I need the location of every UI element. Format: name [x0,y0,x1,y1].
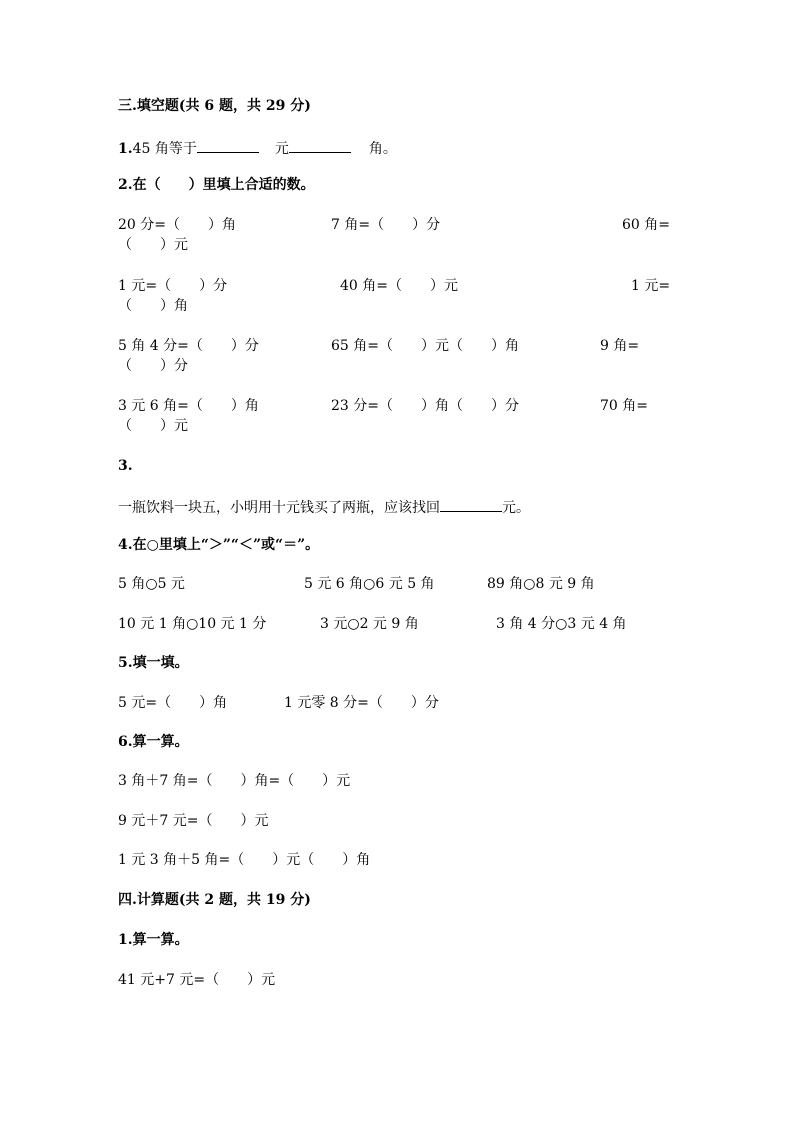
q2-r2-c1: 1 元= [631,278,671,294]
q2-r4-c2: （ ）元 [118,418,188,434]
q4-r1-c: 89 角○8 元 9 角 [487,576,595,592]
q2-r4-b: 23 分=（ ）角（ ）分 [331,398,519,414]
q2-r2-c2: （ ）角 [118,298,188,314]
s4-q1-title: 1.算一算。 [118,932,189,948]
q4-title: 4.在○里填上“＞”“＜”或“＝”。 [118,537,320,553]
q2-r2-a: 1 元=（ ）分 [118,278,228,294]
q3-unit: 元。 [502,500,530,516]
q2-r2-b: 40 角=（ ）元 [340,278,458,294]
q1-blank-yuan[interactable] [197,138,259,153]
q1-text-b: 元 [274,141,289,157]
q4-r1-a: 5 角○5 元 [118,576,185,592]
q2-r3-a: 5 角 4 分=（ ）分 [118,338,259,354]
q3-text: 一瓶饮料一块五，小明用十元钱买了两瓶，应该找回 [118,500,440,516]
q2-r1-b: 7 角=（ ）分 [331,217,441,233]
q2-r3-c2: （ ）分 [118,358,188,374]
q6-line2: 9 元＋7 元=（ ）元 [118,813,269,829]
q3-number: 3. [118,458,133,474]
section3-title: 三.填空题(共 6 题，共 29 分) [118,98,311,114]
q4-r1-b: 5 元 6 角○6 元 5 角 [304,576,435,592]
q1-line [118,138,397,158]
q5-a: 5 元=（ ）角 [118,695,228,711]
q1-text-a: 45 角等于 [132,141,197,157]
q2-r3-c1: 9 角= [600,338,640,354]
q4-r2-a: 10 元 1 角○10 元 1 分 [118,616,267,632]
q4-r2-b: 3 元○2 元 9 角 [320,616,419,632]
q4-r2-c: 3 角 4 分○3 元 4 角 [496,616,627,632]
q2-r1-a: 20 分=（ ）角 [118,217,236,233]
q5-title: 5.填一填。 [118,655,189,671]
section4-title: 四.计算题(共 2 题，共 19 分) [118,892,311,908]
q2-r1-c1: 60 角= [622,217,670,233]
q6-line1: 3 角＋7 角=（ ）角=（ ）元 [118,773,351,789]
q2-r4-a: 3 元 6 角=（ ）角 [118,398,259,414]
q3-blank[interactable] [440,497,502,512]
q2-r3-b: 65 角=（ ）元（ ）角 [331,338,519,354]
q3-line [118,497,530,517]
q1-number: 1. [118,141,133,157]
s4-q1-line1: 41 元+7 元=（ ）元 [118,972,276,988]
q6-title: 6.算一算。 [118,734,189,750]
q5-b: 1 元零 8 分=（ ）分 [284,695,439,711]
q6-line3: 1 元 3 角＋5 角=（ ）元（ ）角 [118,852,371,868]
q2-r1-c2: （ ）元 [118,237,188,253]
q1-blank-jiao[interactable] [289,138,351,153]
q1-text-c: 角。 [368,141,397,157]
q2-title: 2.在（ ）里填上合适的数。 [118,177,315,193]
q2-r4-c1: 70 角= [600,398,648,414]
